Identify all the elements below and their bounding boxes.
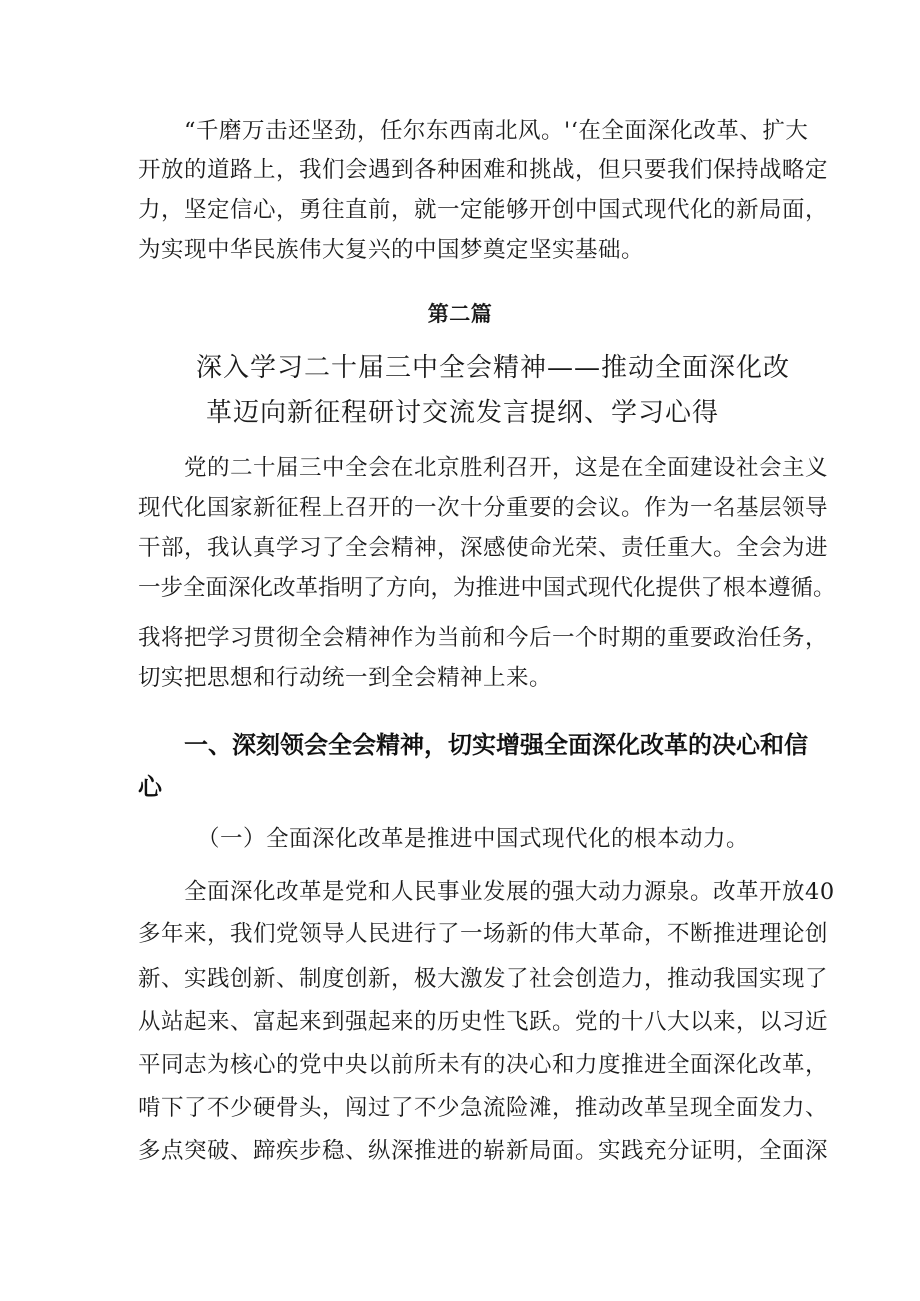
- text-line: 多点突破、蹄疾步稳、纵深推进的崭新局面。实践充分证明，全面深: [138, 1138, 829, 1164]
- text-line: 干部，我认真学习了全会精神，深感使命光荣、责任重大。全会为进: [138, 535, 829, 561]
- text-line: 力，坚定信心，勇往直前，就一定能够开创中国式现代化的新局面，: [138, 197, 829, 223]
- section-label: 第二篇: [427, 301, 493, 326]
- text-line: 多年来，我们党领导人民进行了一场新的伟大革命，不断推进理论创: [138, 921, 829, 947]
- text-line: 开放的道路上，我们会遇到各种困难和挑战，但只要我们保持战略定: [138, 157, 829, 183]
- text-line: 一步全面深化改革指明了方向，为推进中国式现代化提供了根本遵循。: [138, 575, 836, 601]
- title-line: 深入学习二十届三中全会精神——推动全面深化改: [196, 353, 791, 383]
- text-line: 平同志为核心的党中央以前所未有的决心和力度推进全面深化改革，: [138, 1052, 829, 1078]
- heading-line: 一、深刻领会全会精神，切实增强全面深化改革的决心和信: [184, 731, 808, 759]
- text-line: 切实把思想和行动统一到全会精神上来。: [138, 665, 553, 691]
- text-line: 为实现中华民族伟大复兴的中国梦奠定坚实基础。: [138, 237, 645, 263]
- text-line: 我将把学习贯彻全会精神作为当前和今后一个时期的重要政治任务，: [138, 625, 829, 651]
- subheading: （一）全面深化改革是推进中国式现代化的根本动力。: [197, 826, 750, 852]
- text-line: 党的二十届三中全会在北京胜利召开，这是在全面建设社会主义: [184, 455, 829, 481]
- text-line: 新、实践创新、制度创新，极大激发了社会创造力，推动我国实现了: [138, 966, 829, 992]
- text-line: 现代化国家新征程上召开的一次十分重要的会议。作为一名基层领导: [138, 495, 829, 521]
- text-line: 全面深化改革是党和人民事业发展的强大动力源泉。改革开放40: [184, 879, 835, 905]
- text-line: “千磨万击还坚劲，任尔东西南北风。'‘在全面深化改革、扩大: [184, 118, 809, 144]
- title-line: 革迈向新征程研讨交流发言提纲、学习心得: [206, 398, 720, 428]
- text-line: 从站起来、富起来到强起来的历史性飞跃。党的十八大以来，以习近: [138, 1009, 829, 1035]
- heading-line: 心: [138, 773, 162, 801]
- text-line: 啃下了不少硬骨头，闯过了不少急流险滩，推动改革呈现全面发力、: [138, 1095, 829, 1121]
